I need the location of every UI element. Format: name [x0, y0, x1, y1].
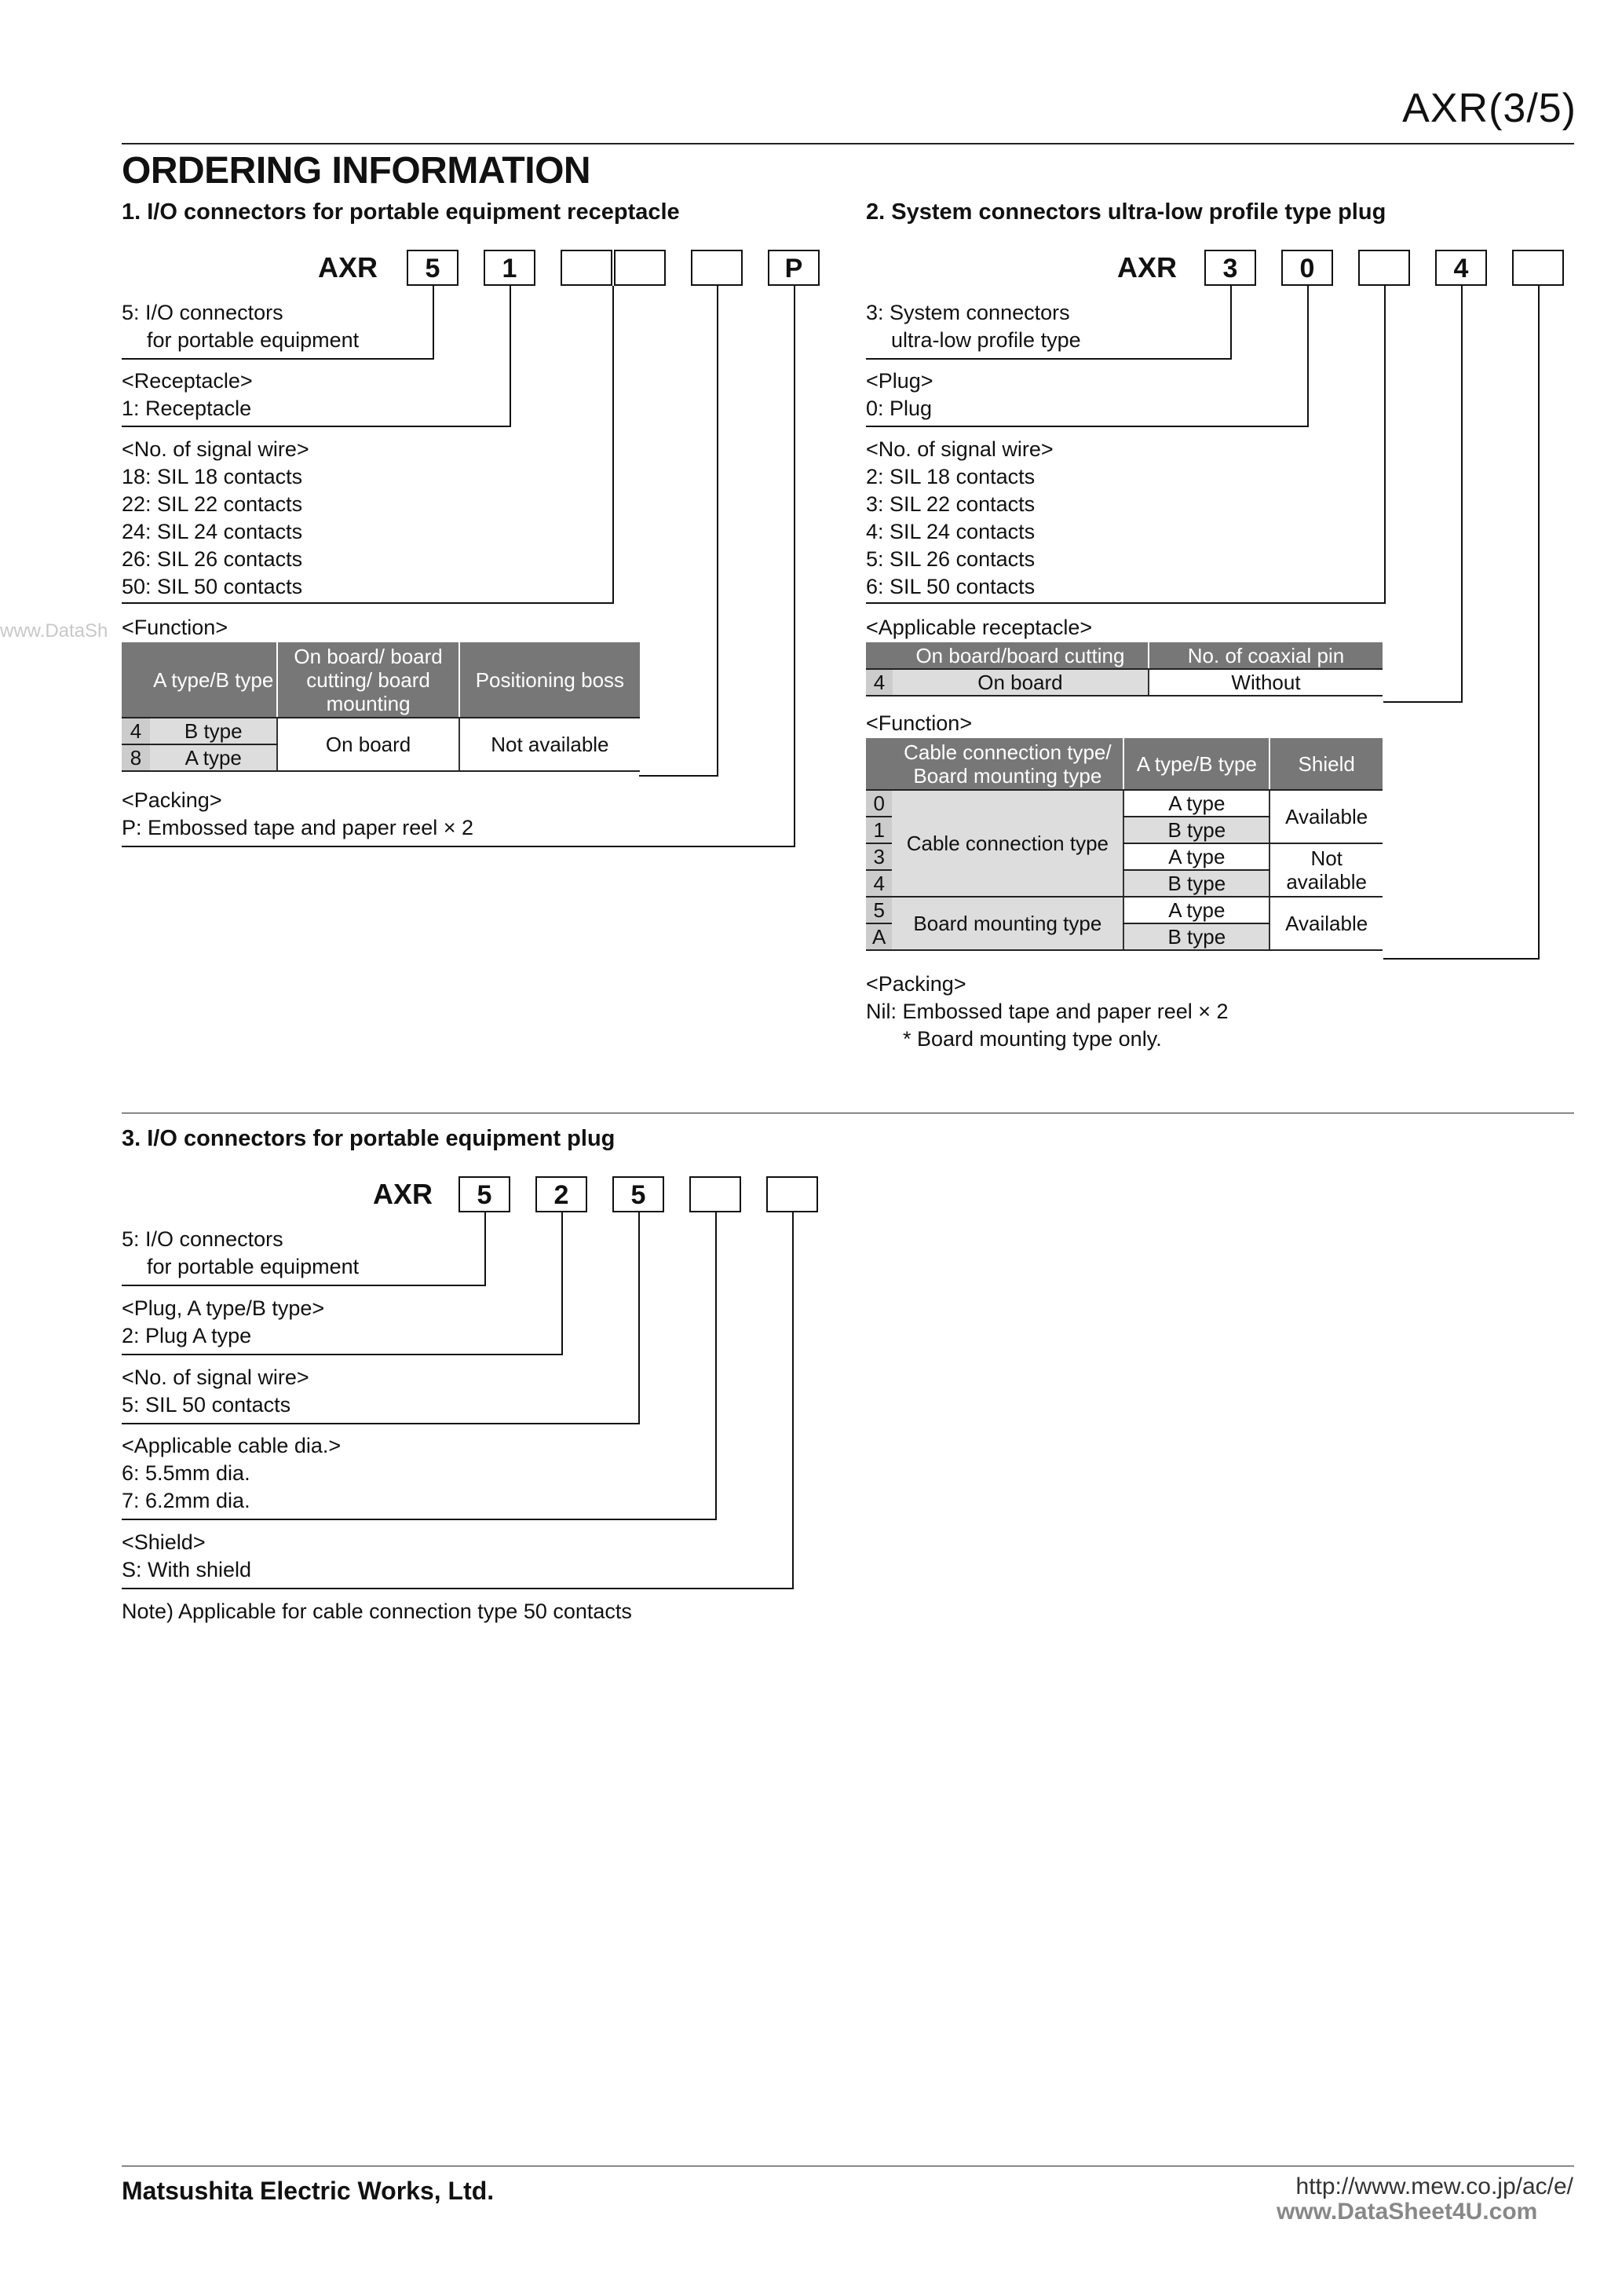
sec2-d3-line5: 5: SIL 26 contacts — [866, 547, 1036, 571]
sec2-d3-line3: 3: SIL 22 contacts — [866, 492, 1036, 516]
sec1-d2-line2: 1: Receptacle — [122, 397, 252, 420]
sec2-shield-1: Available — [1269, 790, 1383, 843]
sec1-th-type: A type/B type — [150, 642, 277, 718]
sec2-d3-line4: 4: SIL 24 contacts — [866, 520, 1036, 543]
sec2-rrow-num: 4 — [866, 669, 893, 696]
sec2-d3-line6: 6: SIL 50 contacts — [866, 575, 1036, 598]
sec2-frow1-num: 0 — [866, 790, 892, 817]
sec2-packing-value: Nil: Embossed tape and paper reel × 2 — [866, 1000, 1229, 1023]
sec3-leader-2 — [561, 1212, 563, 1355]
sec3-leader-3h — [122, 1423, 640, 1424]
watermark-bottom: www.DataSheet4U.com — [1277, 2199, 1538, 2225]
sec2-d3-line1: <No. of signal wire> — [866, 437, 1054, 461]
sec3-box-4 — [689, 1176, 741, 1212]
sec1-d1-line1: 5: I/O connectors — [122, 301, 283, 324]
sec2-box-1: 3 — [1204, 250, 1256, 286]
sec2-d1-line1: 3: System connectors — [866, 301, 1070, 324]
sec2-title: 2. System connectors ultra-low profile type plug — [866, 199, 1386, 225]
sec2-leader-1 — [1230, 286, 1232, 360]
sec2-box-4: 4 — [1435, 250, 1487, 286]
sec1-d2-line1: <Receptacle> — [122, 369, 253, 393]
sec2-frow6-num: A — [866, 923, 892, 950]
sec3-d1-line1: 5: I/O connectors — [122, 1227, 283, 1251]
sec2-cable-cell: Cable connection type — [892, 790, 1123, 897]
sec1-leader-2h — [122, 426, 511, 427]
page-tag: AXR(3/5) — [1402, 86, 1576, 131]
sec1-row1-num: 4 — [122, 718, 150, 744]
sec2-d2-line2: 0: Plug — [866, 397, 933, 420]
sec1-box-2: 1 — [484, 250, 535, 286]
sec1-leader-3 — [612, 286, 614, 604]
sec2-frow5-type: A type — [1123, 897, 1269, 923]
sec1-packing-label: <Packing> — [122, 788, 222, 812]
sec3-leader-5 — [792, 1212, 794, 1589]
sec2-box-5 — [1512, 250, 1564, 286]
footer-url[interactable]: http://www.mew.co.jp/ac/e/ — [1295, 2174, 1573, 2199]
sec2-shield-2: Not available — [1269, 843, 1383, 897]
sec1-box-3 — [561, 250, 612, 286]
sec3-leader-5h — [122, 1588, 794, 1589]
sec2-rrow-onboard: On board — [893, 669, 1149, 696]
sec1-d3-line6: 50: SIL 50 contacts — [122, 575, 303, 598]
sec1-boss-cell: Not available — [459, 718, 640, 771]
sec2-frow1-type: A type — [1123, 790, 1269, 817]
sec1-leader-1 — [433, 286, 434, 360]
sec3-leader-2h — [122, 1354, 563, 1355]
sec3-leader-1 — [484, 1212, 486, 1286]
sec1-th-boss: Positioning boss — [459, 642, 640, 718]
sec2-frow4-num: 4 — [866, 870, 892, 897]
sec2-frow6-type: B type — [1123, 923, 1269, 950]
sec1-th-blank — [122, 642, 150, 718]
sec1-packing-value: P: Embossed tape and paper reel × 2 — [122, 816, 474, 839]
watermark-left: www.DataSh — [0, 620, 108, 642]
sec2-frow3-type: A type — [1123, 843, 1269, 870]
sec2-rth-coax: No. of coaxial pin — [1149, 642, 1383, 669]
sec3-d4-line2: 6: 5.5mm dia. — [122, 1461, 250, 1485]
sec2-rth-onboard: On board/board cutting — [893, 642, 1149, 669]
sec1-box-6: P — [768, 250, 820, 286]
sec3-note: Note) Applicable for cable connection type 50 contacts — [122, 1600, 632, 1623]
sec2-leader-5h — [1383, 958, 1540, 960]
sec3-d2-line2: 2: Plug A type — [122, 1324, 252, 1347]
sec1-function-table — [122, 642, 640, 772]
sec2-box-2: 0 — [1281, 250, 1333, 286]
sec2-leader-5 — [1538, 286, 1540, 960]
sec2-box-3 — [1358, 250, 1410, 286]
sec1-leader-5h — [122, 846, 795, 847]
sec2-leader-1h — [866, 358, 1232, 360]
sec1-box-4 — [614, 250, 666, 286]
sec1-leader-2 — [510, 286, 511, 427]
sec3-d3-line1: <No. of signal wire> — [122, 1366, 309, 1389]
top-rule — [122, 143, 1574, 144]
sec3-d4-line3: 7: 6.2mm dia. — [122, 1489, 250, 1512]
sec3-title: 3. I/O connectors for portable equipment plug — [122, 1126, 616, 1151]
sec2-frow3-num: 3 — [866, 843, 892, 870]
sec1-leader-4 — [717, 286, 718, 777]
sec1-box-1: 5 — [407, 250, 458, 286]
sec3-d3-line2: 5: SIL 50 contacts — [122, 1393, 291, 1417]
footer-company: Matsushita Electric Works, Ltd. — [122, 2177, 495, 2205]
sec1-prefix: AXR — [318, 251, 378, 283]
sec2-d1-line2: ultra-low profile type — [891, 328, 1081, 352]
sec2-fth-shield: Shield — [1269, 738, 1383, 790]
sec1-row1-type: B type — [150, 718, 277, 744]
sec2-shield-3: Available — [1269, 897, 1383, 950]
sec2-fth-conn: Cable connection type/ Board mounting type — [892, 738, 1123, 790]
sec2-leader-3h — [866, 602, 1386, 604]
sec1-function-label: <Function> — [122, 616, 228, 639]
sec3-box-2: 2 — [535, 1176, 587, 1212]
sec2-fth-blank — [866, 738, 892, 790]
sec1-th-onboard: On board/ board cutting/ board mounting — [277, 642, 458, 718]
sec1-row2-num: 8 — [122, 744, 150, 771]
sec1-title: 1. I/O connectors for portable equipment receptacle — [122, 199, 680, 225]
sec2-function-table — [866, 738, 1383, 951]
sec2-leader-4 — [1461, 286, 1463, 703]
sec2-frow2-num: 1 — [866, 817, 892, 843]
page-title: ORDERING INFORMATION — [122, 150, 591, 192]
sec2-packing-label: <Packing> — [866, 972, 966, 996]
sec3-leader-3 — [638, 1212, 640, 1424]
sec3-d2-line1: <Plug, A type/B type> — [122, 1296, 325, 1320]
sec2-board-cell: Board mounting type — [892, 897, 1123, 950]
sec2-leader-4h — [1383, 701, 1463, 703]
sec3-leader-1h — [122, 1285, 486, 1286]
sec1-d3-line1: <No. of signal wire> — [122, 437, 309, 461]
sec2-leader-2h — [866, 426, 1309, 427]
sec1-d3-line3: 22: SIL 22 contacts — [122, 492, 303, 516]
sec2-fth-type: A type/B type — [1123, 738, 1269, 790]
sec3-leader-4 — [715, 1212, 717, 1520]
sec3-prefix: AXR — [373, 1178, 433, 1210]
sec3-d1-line2: for portable equipment — [147, 1255, 360, 1278]
sec2-function-label: <Function> — [866, 711, 973, 735]
sec1-leader-3h — [122, 602, 614, 604]
sec1-d1-line2: for portable equipment — [147, 328, 360, 352]
sec3-box-5 — [766, 1176, 818, 1212]
sec2-leader-3 — [1384, 286, 1386, 604]
sec2-packing-note: * Board mounting type only. — [903, 1027, 1162, 1051]
sec2-rth-blank — [866, 642, 893, 669]
sec1-d3-line2: 18: SIL 18 contacts — [122, 465, 303, 488]
sec2-leader-2 — [1307, 286, 1309, 427]
sec3-box-1: 5 — [458, 1176, 510, 1212]
sec2-prefix: AXR — [1117, 251, 1178, 283]
sec1-leader-4h — [639, 775, 718, 777]
sec3-d4-line1: <Applicable cable dia.> — [122, 1434, 342, 1457]
sec2-receptacle-label: <Applicable receptacle> — [866, 616, 1093, 639]
sec2-d3-line2: 2: SIL 18 contacts — [866, 465, 1036, 488]
sec2-frow4-type: B type — [1123, 870, 1269, 897]
sec3-d5-line2: S: With shield — [122, 1558, 252, 1581]
sec1-onboard-cell: On board — [277, 718, 458, 771]
sec2-d2-line1: <Plug> — [866, 369, 933, 393]
sec1-box-5 — [691, 250, 743, 286]
sec3-leader-4h — [122, 1519, 717, 1520]
sec1-d3-line4: 24: SIL 24 contacts — [122, 520, 303, 543]
sec2-frow2-type: B type — [1123, 817, 1269, 843]
sec3-box-3: 5 — [612, 1176, 664, 1212]
sec1-leader-5 — [794, 286, 795, 847]
sec1-row2-type: A type — [150, 744, 277, 771]
sec3-d5-line1: <Shield> — [122, 1530, 206, 1554]
sec2-receptacle-table — [866, 642, 1383, 696]
sec2-frow5-num: 5 — [866, 897, 892, 923]
sec2-rrow-coax: Without — [1149, 669, 1383, 696]
sec1-leader-1h — [122, 358, 434, 360]
sec1-d3-line5: 26: SIL 26 contacts — [122, 547, 303, 571]
